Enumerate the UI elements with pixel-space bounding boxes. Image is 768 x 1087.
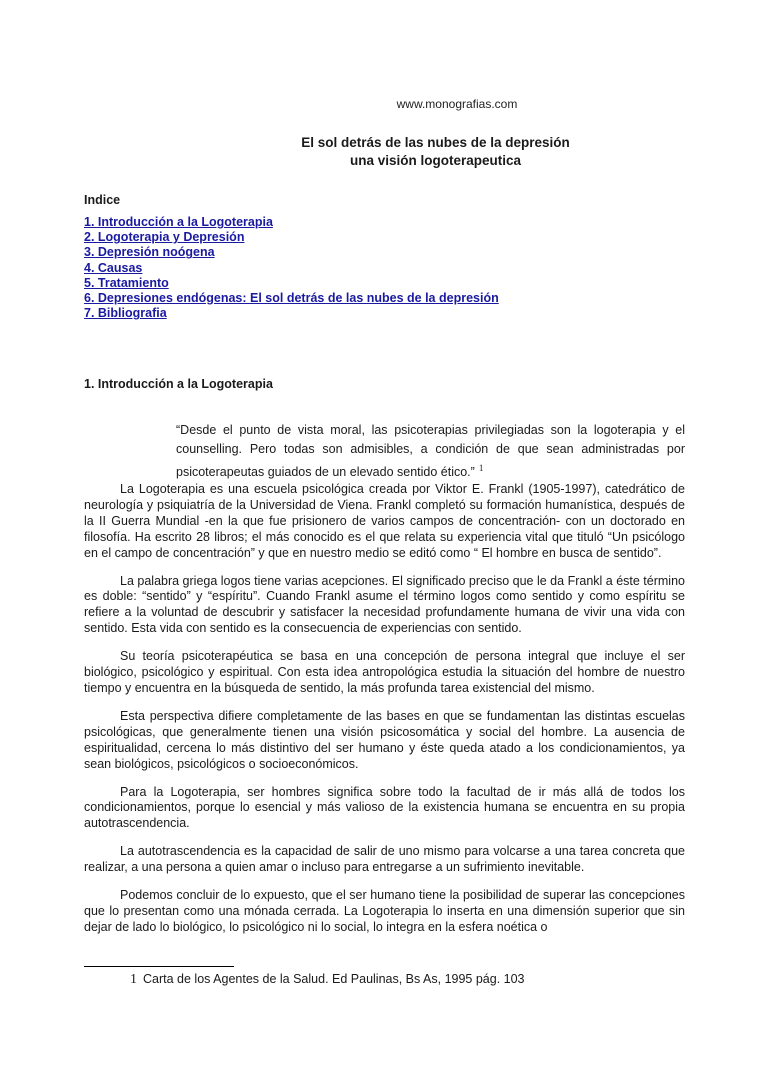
footnote-text: Carta de los Agentes de la Salud. Ed Paulinas, Bs As, 1995 pág. 103 — [143, 972, 525, 986]
footnote — [130, 972, 525, 988]
toc-item — [84, 230, 499, 245]
title-line-1: El sol detrás de las nubes de la depresión — [301, 135, 570, 150]
paragraph: La Logoterapia es una escuela psicológica creada por Viktor E. Frankl (1905-1997), catedrático de neurología y psiquiatría de la Universidad de Viena. Frankl completó su formación humanística, después de la II Guerra Mundial -en la que fue prisionero de varios campos de concentración- con un doctorado en filosofía. Ha escrito 28 libros; el más conocido es el que relata su experiencia vital que tituló “Un psicólogo en el campo de concentración” y que en nuestro medio se editó como “ El hombre en busca de sentido”. — [84, 482, 685, 560]
footnote-reference[interactable]: 1 — [478, 463, 484, 473]
paragraph: Su teoría psicoterapéutica se basa en una concepción de persona integral que incluye el ser biológico, psicológico y espiritual. Con esta idea antropológica estudia la situación del hombre de nuestro tiempo y encuentra en la búsqueda de sentido, la más profunda tarea existencial del mismo. — [84, 649, 685, 695]
toc-item — [84, 245, 499, 260]
toc-link-bibliografia[interactable]: 7. Bibliografia — [84, 306, 167, 321]
paragraph: Esta perspectiva difiere completamente de las bases en que se fundamentan las distintas escuelas psicológicas, que generalmente tienen una visión psicosomática y social del hombre. La ausencia de espiritualidad, cercena lo más distintivo del ser humano y éste queda atado a los condicionamientos, ya sean biológicos, psicológicos o socioeconómicos. — [84, 708, 685, 771]
toc-item — [84, 261, 499, 276]
document-title — [146, 134, 725, 170]
site-url: www.monografias.com — [396, 97, 518, 111]
section-heading: 1. Introducción a la Logoterapia — [84, 377, 273, 391]
footnote-divider — [84, 966, 234, 967]
epigraph-quote — [176, 421, 685, 482]
title-line-2: una visión logoterapeutica — [349, 153, 522, 168]
paragraph: La autotrascendencia es la capacidad de salir de uno mismo para volcarse a una tarea concreta que realizar, a una persona a quien amar o incluso para entregarse a un sufrimiento inevitable. — [84, 844, 685, 875]
body-text — [84, 482, 685, 948]
toc-link-introduccion[interactable]: 1. Introducción a la Logoterapia — [84, 215, 273, 229]
toc-link-depresiones-endogenas[interactable]: 6. Depresiones endógenas: El sol detrás de las nubes de la depresión — [84, 291, 499, 306]
paragraph: La palabra griega logos tiene varias acepciones. El significado preciso que le da Frankl a éste término es doble: “sentido” y “espíritu”. Cuando Frankl asume el término logos como sentido y como espíritu se refiere a la voluntad de descubrir y satisfacer la necesidad profundamente humana de vivir una vida con sentido. Esta vida con sentido es la consecuencia de experiencias con sentido. — [84, 573, 685, 636]
paragraph: Podemos concluir de lo expuesto, que el ser humano tiene la posibilidad de superar las concepciones que lo presentan como una mónada cerrada. La Logoterapia lo inserta en una dimensión superior que sin dejar de lado lo biológico, lo psicológico ni lo social, lo integra en la esfera noética o — [84, 888, 685, 934]
document-page — [84, 0, 685, 1087]
footnote-number: 1 — [130, 972, 137, 987]
paragraph: Para la Logoterapia, ser hombres significa sobre todo la facultad de ir más allá de todos los condicionamientos, porque lo esencial y más valioso de la existencia humana se encuentra en su propia autotrascendencia. — [84, 784, 685, 831]
toc-link-tratamiento[interactable]: 5. Tratamiento — [84, 275, 169, 290]
toc-link-depresion-noogena[interactable]: 3. Depresión noógena — [84, 245, 215, 260]
toc-item — [84, 215, 499, 230]
table-of-contents — [84, 215, 499, 321]
toc-link-causas[interactable]: 4. Causas — [84, 260, 143, 275]
quote-text: “Desde el punto de vista moral, las psicoterapias privilegiadas son la logoterapia y el counselling. Pero todas son admisibles, a condición de que sean administradas por psicoterapeutas guiados de un elevado sentido ético.” — [176, 423, 685, 480]
index-heading: Indice — [84, 193, 121, 207]
toc-link-logoterapia-depresion[interactable]: 2. Logoterapia y Depresión — [84, 230, 245, 245]
toc-item — [84, 306, 499, 321]
toc-item — [84, 276, 499, 291]
toc-item — [84, 291, 499, 306]
